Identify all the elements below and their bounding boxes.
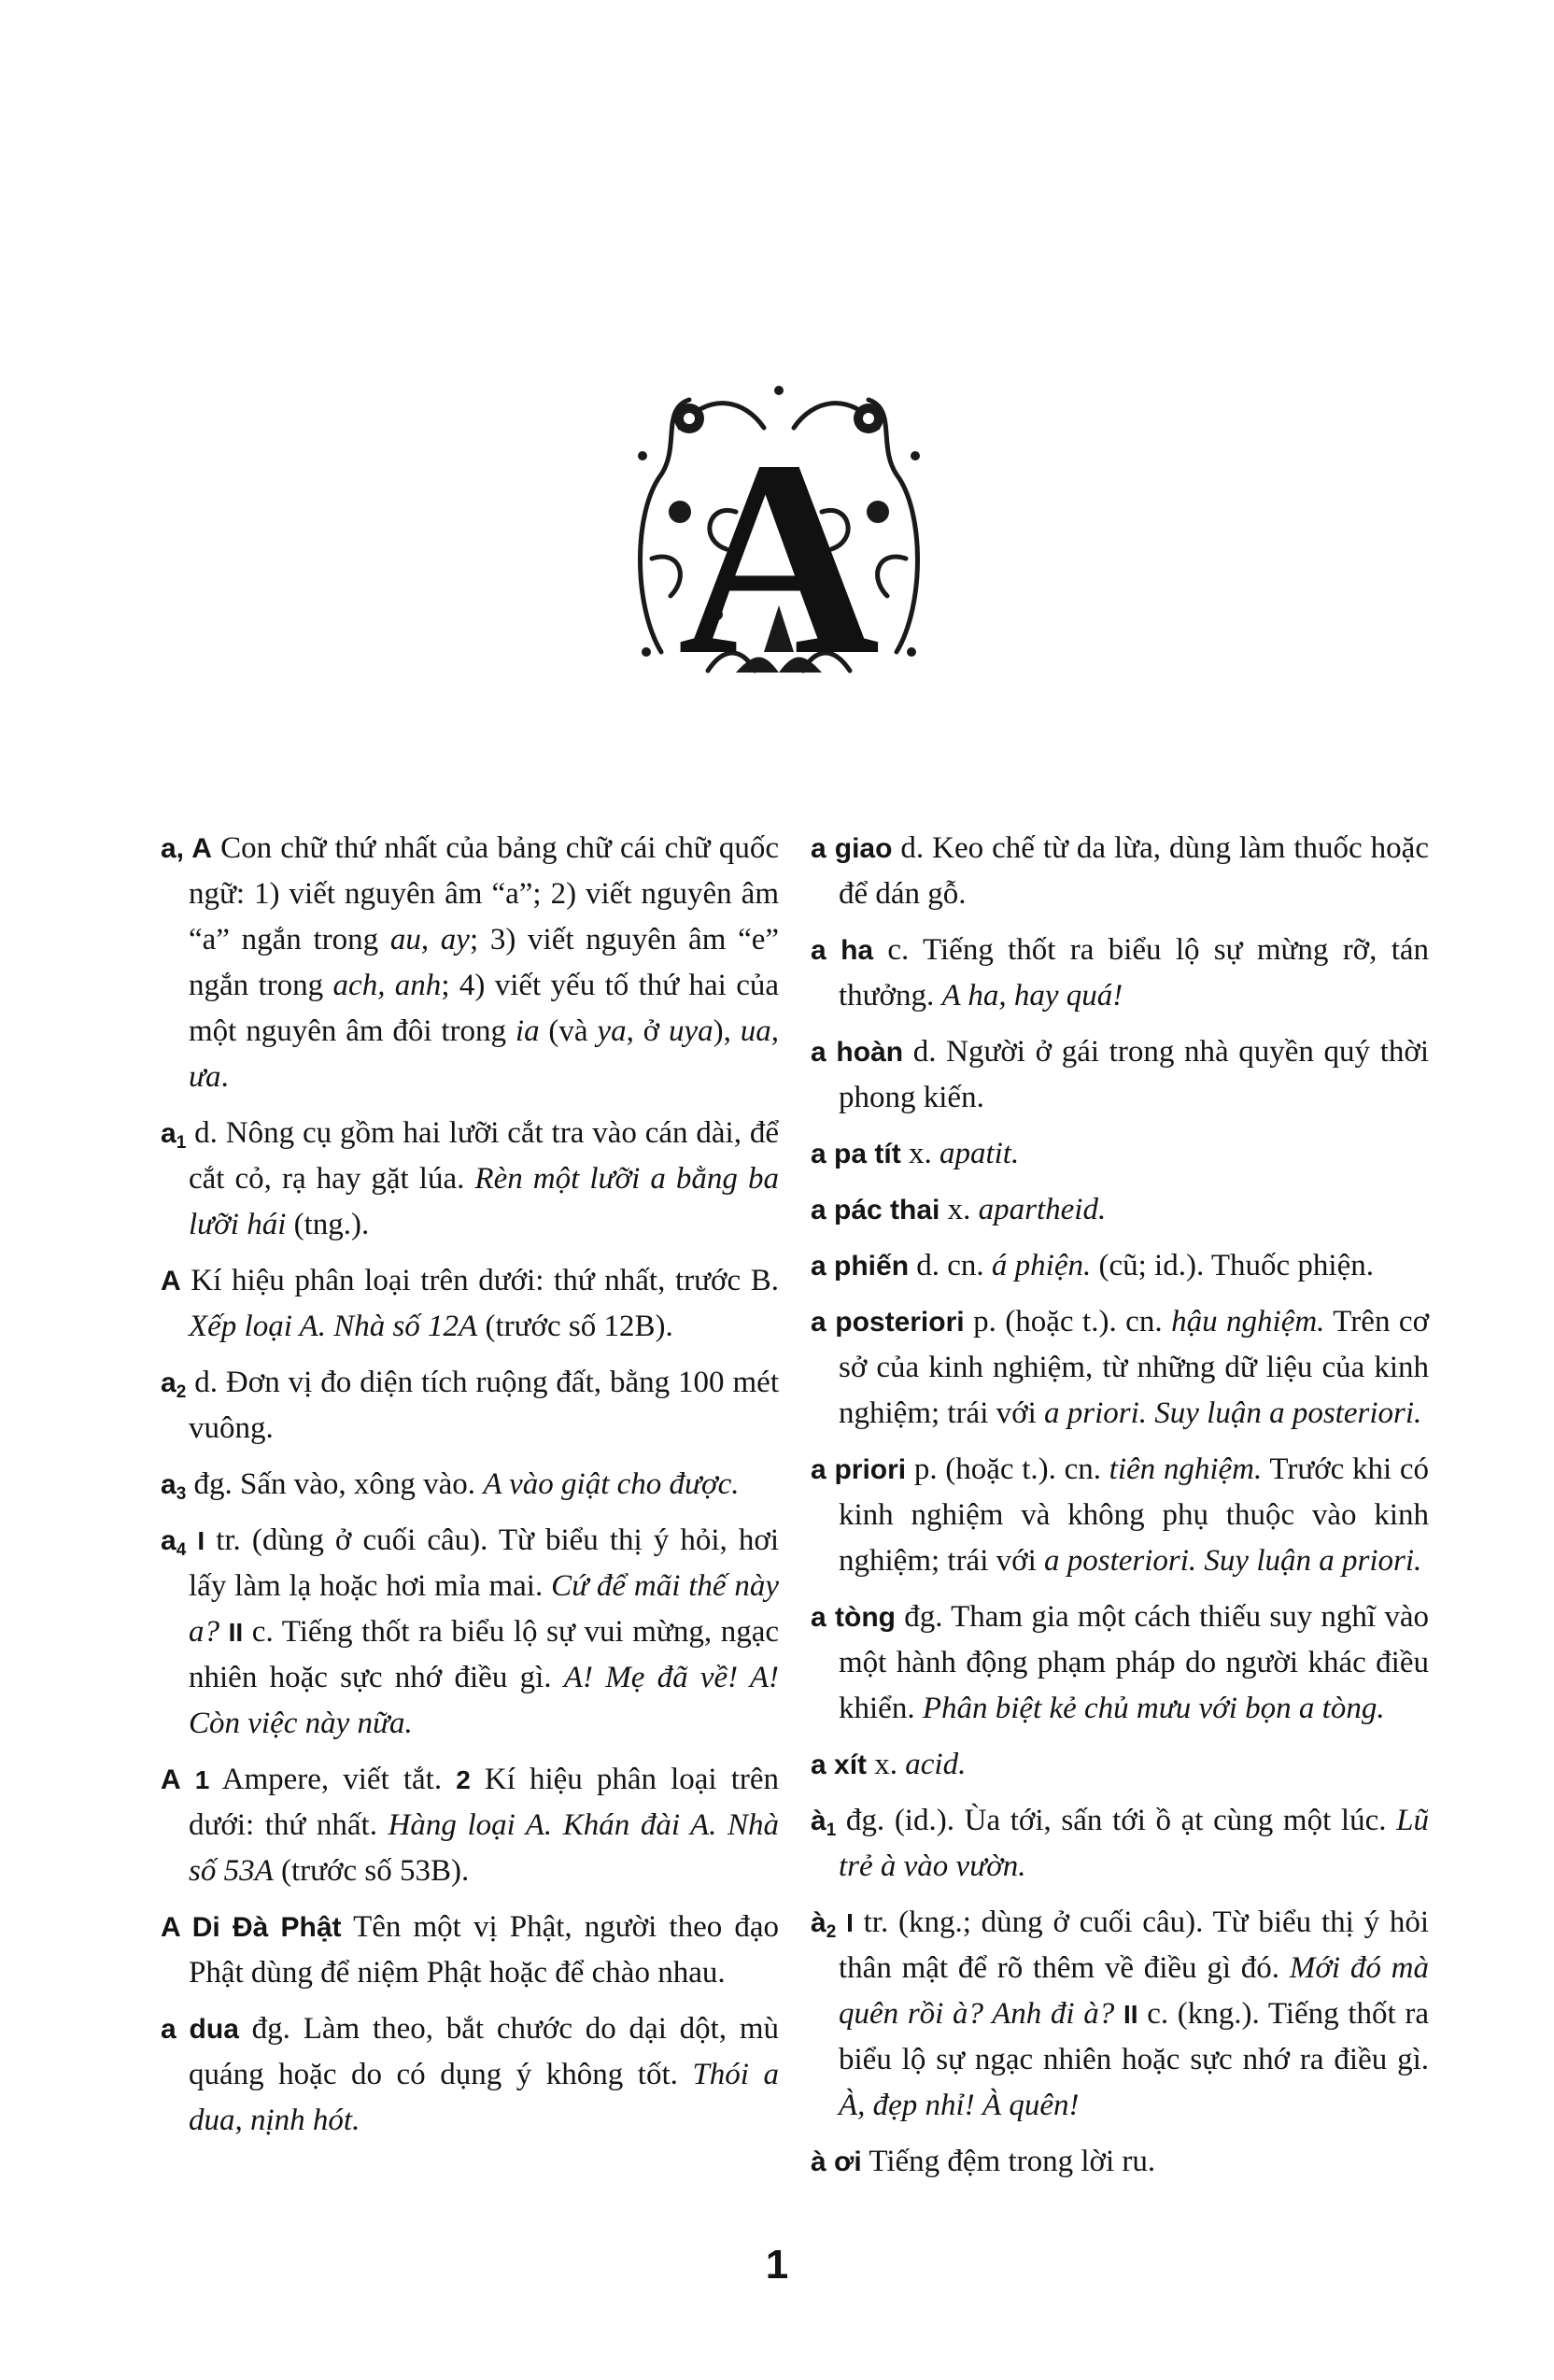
headword: a giao	[811, 833, 893, 864]
example-text: Hàng loại A. Khán đài A. Nhà số 53A	[189, 1808, 780, 1888]
definition-text: d. Đơn vị đo diện tích ruộng đất, bằng 100 mét vuông.	[186, 1366, 779, 1445]
headword: a phiến	[811, 1251, 910, 1282]
definition-text: Trên cơ sở của kinh nghiệm, từ những dữ liệu của kinh nghiệm; trái với	[839, 1305, 1430, 1430]
headword: $a_3$	[161, 1469, 187, 1504]
sense-marker: I	[197, 1526, 205, 1555]
definition-text: ; 3) viết nguyên âm “e” ngắn trong	[189, 923, 780, 1002]
example-text: hậu nghiệm.	[1171, 1305, 1325, 1339]
ornamental-letter: A	[677, 403, 881, 686]
dictionary-entry-a3	[161, 1462, 779, 1508]
headword: $a_2$	[161, 1367, 187, 1402]
example-text: ua, ưa	[189, 1014, 779, 1094]
definition-text: c. Tiếng thốt ra biểu lộ sự vui mừng, ngạc nhiên hoặc sực nhớ điều gì.	[189, 1615, 779, 1694]
headword: A Di Đà Phật	[161, 1912, 342, 1943]
dictionary-entry-a-posteriori	[811, 1299, 1429, 1437]
headword: a, A	[161, 833, 212, 864]
definition-text: đg. Sấn vào, xông vào.	[186, 1467, 484, 1501]
definition-text: Tên một vị Phật, người theo đạo Phật dùng để niệm Phật hoặc để chào nhau.	[189, 1910, 779, 1990]
definition-text	[836, 1905, 846, 1939]
example-text: tiên nghiệm.	[1109, 1452, 1263, 1486]
dictionary-entry-a-priori	[811, 1447, 1429, 1584]
definition-text: Ampere, viết tắt.	[209, 1763, 457, 1796]
sense-marker: I	[846, 1908, 854, 1937]
definition-text: Kí hiệu phân loại trên dưới: thứ nhất.	[189, 1763, 780, 1842]
example-text: ya	[597, 1014, 627, 1048]
example-text: a priori. Suy luận a posteriori.	[1044, 1396, 1422, 1430]
headword: $à_1$	[811, 1806, 837, 1840]
dictionary-entry-a-pa-tit	[811, 1131, 1429, 1177]
definition-text: (trước số 53B).	[273, 1854, 470, 1888]
definition-text: p. (hoặc t.). cn.	[906, 1452, 1109, 1486]
example-text: a posteriori. Suy luận a priori.	[1044, 1544, 1422, 1578]
right-column	[811, 826, 1429, 2195]
homonym-number: 1	[176, 1133, 187, 1153]
headword: a posteriori	[811, 1307, 965, 1338]
example-text: A ha, hay quá!	[941, 979, 1123, 1013]
dictionary-entry-a-pac-thai	[811, 1187, 1429, 1233]
definition-text: d. Người ở gái trong nhà quyền quý thời phong kiến.	[839, 1035, 1429, 1114]
example-text: Cứ để mãi thế này a?	[189, 1569, 779, 1649]
example-text: uya	[669, 1014, 713, 1048]
definition-text: tr. (kng.; dùng ở cuối câu). Từ biểu thị ý hỏi thân mật để rõ thêm về điều gì đó.	[839, 1905, 1430, 1985]
definition-text: (cũ; id.). Thuốc phiện.	[1091, 1249, 1374, 1282]
homonym-number: 2	[826, 1922, 837, 1942]
homonym-number: 1	[826, 1820, 837, 1840]
example-text: Phân biệt kẻ chủ mưu với bọn a tòng.	[922, 1692, 1385, 1725]
dictionary-entry-a-ha	[811, 928, 1429, 1019]
example-text: ia	[515, 1014, 540, 1048]
example-text: acid.	[905, 1748, 967, 1781]
definition-text: c. Tiếng thốt ra biểu lộ sự mừng rỡ, tán thưởng.	[839, 933, 1430, 1013]
example-text: au, ay	[389, 923, 470, 956]
dictionary-entry-a1	[161, 1111, 779, 1248]
dictionary-entry-a-grave-1	[811, 1798, 1429, 1890]
example-text: A vào giật cho được.	[483, 1467, 740, 1501]
dictionary-entry-a4	[161, 1518, 779, 1747]
headword: A	[161, 1266, 181, 1296]
sense-marker: II	[228, 1618, 244, 1647]
left-column	[161, 826, 779, 2154]
example-text: Lũ trẻ à vào vườn.	[839, 1804, 1429, 1883]
definition-text	[186, 1523, 197, 1557]
definition-text	[1114, 1997, 1123, 2031]
definition-text: d. Keo chế từ da lừa, dùng làm thuốc hoặc để dán gỗ.	[839, 831, 1429, 911]
example-text: Xếp loại A. Nhà số 12A	[189, 1310, 478, 1343]
dictionary-entry-a-tong	[811, 1594, 1429, 1732]
definition-text: đg. (id.). Ùa tới, sấn tới ồ ạt cùng một lúc.	[836, 1804, 1397, 1837]
sense-marker: 1	[194, 1765, 210, 1794]
headword: a tòng	[811, 1602, 896, 1633]
example-text: A! Mẹ đã về! A! Còn việc này nữa.	[189, 1661, 779, 1740]
example-text: Mới đó mà quên rồi à? Anh đi à?	[839, 1951, 1429, 2031]
homonym-number: 3	[176, 1484, 187, 1504]
definition-text: x.	[867, 1748, 906, 1781]
dictionary-entry-a2	[161, 1360, 779, 1452]
definition-text: (trước số 12B).	[477, 1310, 673, 1343]
definition-text: Trước khi có kinh nghiệm và không phụ thuộc vào kinh nghiệm; trái với	[839, 1452, 1429, 1578]
example-text: á phiện.	[991, 1249, 1092, 1282]
headword: $à_2$	[811, 1907, 837, 1942]
homonym-number: 4	[176, 1540, 187, 1560]
example-text: À, đẹp nhỉ! À quên!	[839, 2089, 1080, 2122]
definition-text	[219, 1615, 229, 1649]
dictionary-entry-a-di-da-phat	[161, 1905, 779, 1996]
definition-text: ; 4) viết yếu tố thứ hai của một nguyên âm đôi trong	[189, 969, 779, 1048]
definition-text: đg. Tham gia một cách thiếu suy nghĩ vào một hành động phạm pháp do người khác điều khiển.	[839, 1600, 1429, 1725]
definition-text: đg. Làm theo, bắt chước do dại dột, mù quáng hoặc do có dụng ý không tốt.	[189, 2012, 780, 2091]
headword: $a_4$	[161, 1525, 187, 1560]
definition-text: c. (kng.). Tiếng thốt ra biểu lộ sự ngạc nhiên hoặc sực nhớ ra điều gì.	[839, 1997, 1430, 2076]
dictionary-entry-a-oi	[811, 2139, 1429, 2185]
example-text: ach, anh	[332, 969, 442, 1002]
definition-text: p. (hoặc t.). cn.	[964, 1305, 1172, 1339]
example-text: apatit.	[939, 1137, 1020, 1170]
dictionary-entry-a-phien	[811, 1243, 1429, 1289]
definition-text: Con chữ thứ nhất của bảng chữ cái chữ quốc ngữ: 1) viết nguyên âm “a”; 2) viết nguyên âm “a” ngắn trong	[189, 831, 780, 956]
definition-text: d. cn.	[909, 1249, 992, 1282]
headword: A	[161, 1764, 181, 1795]
definition-text: (và	[539, 1014, 598, 1048]
headword: $a_1$	[161, 1118, 187, 1153]
definition-text: Kí hiệu phân loại trên dưới: thứ nhất, trước B.	[180, 1264, 779, 1297]
headword: a ha	[811, 935, 874, 966]
sense-marker: 2	[456, 1765, 471, 1794]
sense-marker: II	[1123, 2000, 1138, 2029]
definition-text: , ở	[626, 1014, 669, 1048]
headword: a pa tít	[811, 1139, 901, 1169]
dictionary-entry-A-classification	[161, 1258, 779, 1350]
example-text: apartheid.	[978, 1193, 1107, 1226]
definition-text: x.	[900, 1137, 939, 1170]
definition-text: (tng.).	[286, 1208, 370, 1241]
dictionary-entry-a-hoan	[811, 1029, 1429, 1121]
headword: a pác thai	[811, 1195, 940, 1225]
dictionary-entry-A-ampere	[161, 1757, 779, 1894]
headword: a dua	[161, 2014, 239, 2045]
headword: a xít	[811, 1750, 868, 1780]
definition-text: Tiếng đệm trong lời ru.	[861, 2145, 1156, 2178]
headword: à ơi	[811, 2146, 862, 2177]
definition-text: x.	[939, 1193, 979, 1226]
example-text: Thói a dua, nịnh hót.	[189, 2058, 779, 2137]
dictionary-entry-a-xit	[811, 1742, 1429, 1788]
definition-text: .	[220, 1060, 229, 1094]
headword: a priori	[811, 1454, 907, 1485]
definition-text: tr. (dùng ở cuối câu). Từ biểu thị ý hỏi, hơi lấy làm lạ hoặc hơi mỉa mai.	[189, 1523, 779, 1603]
dictionary-entry-a-grave-2	[811, 1900, 1429, 2129]
example-text: Rèn một lưỡi a bằng ba lưỡi hái	[189, 1162, 779, 1241]
definition-text: d. Nông cụ gồm hai lưỡi cắt tra vào cán dài, để cắt cỏ, rạ hay gặt lúa.	[186, 1116, 779, 1196]
dictionary-entry-a-giao	[811, 826, 1429, 917]
homonym-number: 2	[176, 1382, 187, 1402]
definition-text	[181, 1763, 195, 1796]
dictionary-entry-a-A	[161, 826, 779, 1100]
headword: a hoàn	[811, 1037, 904, 1068]
dictionary-entry-a-dua	[161, 2006, 779, 2144]
definition-text: ),	[713, 1014, 741, 1048]
page-number: 1	[765, 2242, 789, 2288]
ornamental-initial-a	[624, 372, 934, 686]
